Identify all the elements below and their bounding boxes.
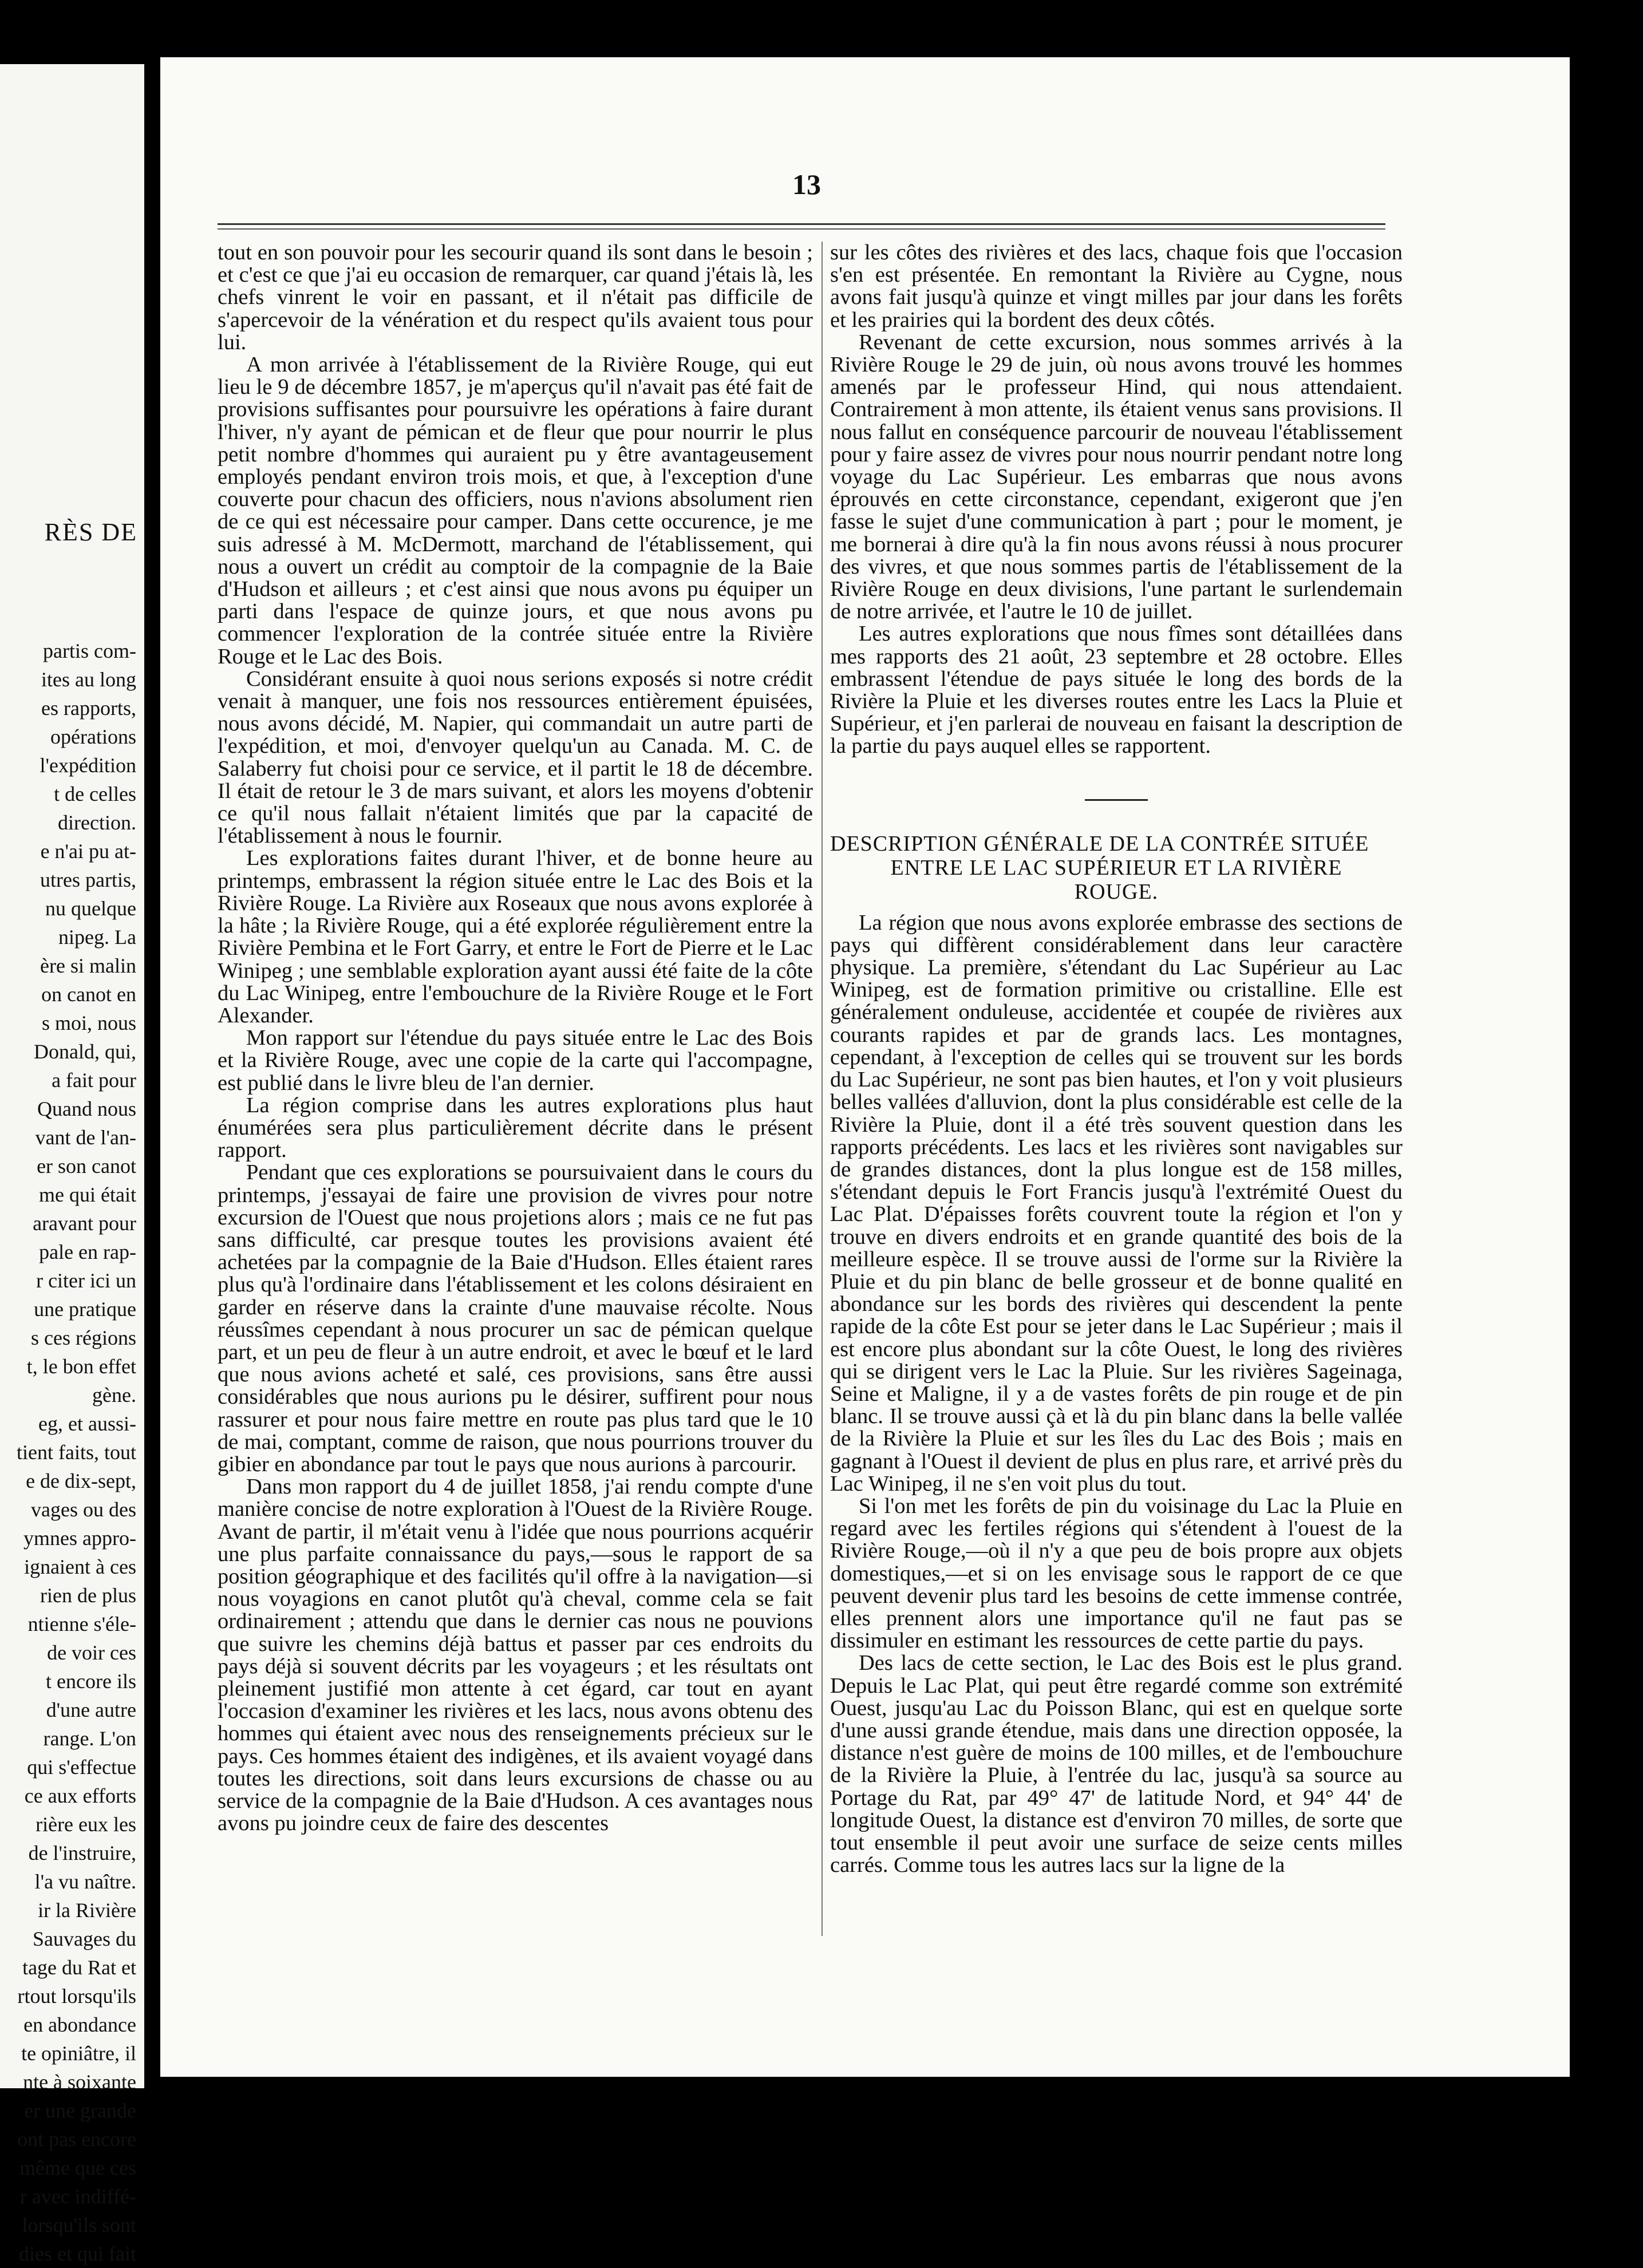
paragraph: La région comprise dans les autres explorations plus haut énumérées sera plus particulièrement décrite dans le présent rapport. bbox=[218, 1093, 813, 1163]
section-title-line: ENTRE LE LAC SUPÉRIEUR ET LA RIVIÈRE bbox=[890, 855, 1342, 880]
paragraph: Les autres explorations que nous fîmes sont détaillées dans mes rapports des 21 août, 23 septembre et 28 octobre. Elles embrassent l'étendue de pays située le long des bords de la Rivière la Pluie et les diverses routes entre les Lacs la Pluie et Supérieur, et j'en parlerai de nouveau en faisant la description de la partie du pays auquel elles se rapportent. bbox=[830, 622, 1403, 758]
header-rule bbox=[218, 223, 1385, 230]
text-line-fragment: même que ces bbox=[19, 2156, 136, 2179]
text-line-fragment: nu quelque bbox=[45, 897, 136, 920]
text-line-fragment: a fait pour bbox=[52, 1069, 136, 1092]
text-line-fragment: vages ou des bbox=[31, 1498, 136, 1521]
column-divider bbox=[822, 242, 823, 1936]
text-line-fragment: t encore ils bbox=[46, 1670, 136, 1693]
text-line-fragment: e de dix-sept, bbox=[26, 1469, 136, 1492]
section-title-line: ROUGE. bbox=[1074, 879, 1159, 904]
text-line-fragment: tient faits, tout bbox=[17, 1441, 136, 1464]
paragraph: Considérant ensuite à quoi nous serions exposés si notre crédit venait à manquer, une fois nos ressources entièrement épuisées, nous avons décidé, M. Napier, qui commandait un autre parti de l'expédition, et moi, d'envoyer quelqu'un au Canada. M. C. de Salaberry fut choisi pour ce service, et il partit le 18 de décembre. Il était de retour le 3 de mars suivant, et alors les moyens d'obtenir ce qu'il nous fallait n'étaient limités que par la capacité de l'établissement à nous le fournir. bbox=[218, 666, 813, 848]
text-line-fragment: aravant pour bbox=[33, 1212, 136, 1235]
previous-page-heading-fragment: RÈS DE bbox=[44, 518, 137, 546]
text-line-fragment: te opiniâtre, il bbox=[21, 2042, 136, 2065]
text-line-fragment: dies et qui fait bbox=[19, 2242, 136, 2265]
text-line-fragment: Sauvages du bbox=[33, 1927, 136, 1950]
paragraph: Les explorations faites durant l'hiver, et de bonne heure au printemps, embrassent la région située entre le Lac des Bois et la Rivière Rouge. La Rivière aux Roseaux que nous avons explorée à la hâte ; la Rivière Rouge, qui a été explorée régulièrement entre la Rivière Pembina et le Fort Garry, et entre le Fort de Pierre et le Lac Winipeg ; une semblable exploration ayant aussi été faite de la côte du Lac Winipeg, entre l'embouchure de la Rivière Rouge et le Fort Alexander. bbox=[218, 846, 813, 1028]
text-line-fragment: er une grande bbox=[24, 2099, 136, 2122]
text-line-fragment: es rapports, bbox=[41, 697, 136, 720]
paragraph: sur les côtes des rivières et des lacs, chaque fois que l'occasion s'en est présentée. En remontant la Rivière au Cygne, nous avons fait jusqu'à quinze et vingt milles par jour dans les forêts et les prairies qui la bordent des deux côtés. bbox=[830, 240, 1403, 332]
text-line-fragment: de voir ces bbox=[47, 1641, 136, 1664]
text-line-fragment: rtout lorsqu'ils bbox=[17, 1985, 136, 2008]
text-line-fragment: r citer ici un bbox=[36, 1269, 136, 1292]
page-number: 13 bbox=[792, 168, 821, 200]
text-line-fragment: s ces régions bbox=[31, 1326, 136, 1349]
text-line-fragment: ère si malin bbox=[40, 954, 136, 977]
text-line-fragment: range. L'on bbox=[43, 1727, 136, 1750]
paragraph: Revenant de cette excursion, nous sommes arrivés à la Rivière Rouge le 29 de juin, où nous avons trouvé les hommes amenés par le professeur Hind, qui nous attendaient. Contrairement à mon attente, ils étaient venus sans provisions. Il nous fallut en conséquence parcourir de nouveau l'établissement pour y faire assez de vivres pour nous nourrir pendant notre long voyage du Lac Supérieur. Les embarras que nous avons éprouvés en cette circonstance, cependant, exigeront que j'en fasse le sujet d'une communication à part ; pour le moment, je me bornerai à dire qu'à la fin nous avons réussi à nous procurer des vivres, et que nous sommes partis de l'établissement de la Rivière Rouge en deux divisions, l'une partant le surlendemain de notre arrivée, et l'autre le 10 de juillet. bbox=[830, 330, 1403, 624]
text-line-fragment: en abondance bbox=[23, 2013, 136, 2036]
text-line-fragment: tage du Rat et bbox=[22, 1956, 136, 1979]
text-line-fragment: e n'ai pu at- bbox=[40, 840, 136, 863]
text-line-fragment: rien de plus bbox=[40, 1584, 136, 1607]
paragraph: Des lacs de cette section, le Lac des Bois est le plus grand. Depuis le Lac Plat, qui peut être regardé comme son extrémité Ouest, jusqu'au Lac du Poisson Blanc, qui est en quelque sorte d'une aussi grande étendue, mais dans une direction opposée, la distance n'est guère de moins de 100 milles, et de l'embouchure de la Rivière la Pluie, à l'entrée du lac, jusqu'à sa source au Portage du Rat, par 49° 47' de latitude Nord, et 94° 44' de longitude Ouest, la distance est d'environ 70 milles, de sorte que tout ensemble il peut avoir une surface de seize cents milles carrés. Comme tous les autres lacs sur la ligne de la bbox=[830, 1651, 1403, 1878]
text-line-fragment: l'expédition bbox=[40, 754, 136, 777]
text-line-fragment: nte à soixante bbox=[23, 2071, 136, 2093]
text-line-fragment: utres partis, bbox=[40, 868, 136, 891]
text-line-fragment: on canot en bbox=[41, 983, 136, 1006]
text-line-fragment: Donald, qui, bbox=[34, 1040, 136, 1063]
text-line-fragment: ir la Rivière bbox=[38, 1899, 136, 1922]
text-line-fragment: ignaient à ces bbox=[24, 1555, 136, 1578]
text-line-fragment: ymnes appro- bbox=[23, 1527, 136, 1550]
text-line-fragment: ntienne s'éle- bbox=[27, 1613, 136, 1635]
section-separator bbox=[1085, 799, 1148, 801]
text-line-fragment: ont pas encore bbox=[17, 2128, 136, 2151]
text-line-fragment: gène. bbox=[92, 1384, 136, 1406]
text-line-fragment: eg, et aussi- bbox=[38, 1412, 136, 1435]
paragraph: Si l'on met les forêts de pin du voisinage du Lac la Pluie en regard avec les fertiles régions qui s'étendent à l'ouest de la Rivière Rouge,—où il n'y a que peu de bois propre aux objets domestiques,—et si on les envisage sous le rapport de ce que peuvent devenir plus tard les besoins de cette immense contrée, elles prennent alors une importance qu'il ne faut pas se dissimuler en estimant les ressources de cette partie du pays. bbox=[830, 1493, 1403, 1653]
text-line-fragment: er son canot bbox=[37, 1155, 136, 1178]
text-line-fragment: une pratique bbox=[34, 1298, 136, 1321]
section-title bbox=[830, 832, 1403, 904]
left-column bbox=[218, 242, 813, 2010]
text-line-fragment: Quand nous bbox=[37, 1097, 136, 1120]
text-line-fragment: d'une autre bbox=[46, 1698, 136, 1721]
section-title-line: DESCRIPTION GÉNÉRALE DE LA CONTRÉE SITUÉE bbox=[830, 831, 1369, 856]
page bbox=[160, 57, 1570, 2077]
right-column bbox=[830, 242, 1403, 2010]
paragraph: La région que nous avons explorée embrasse des sections de pays qui diffèrent considérablement dans leur caractère physique. La première, s'étendant du Lac Supérieur au Lac Winipeg, est de formation primitive ou cristalline. Elle est généralement onduleuse, accidentée et coupée de rivières aux courants rapides et par de grands lacs. Les montagnes, cependant, à l'exception de celles qui se trouvent sur les bords du Lac Supérieur, ne sont pas bien hautes, et l'on y voit plusieurs belles vallées d'alluvion, dont la plus considérable est celle de la Rivière la Pluie, dont il a été très souvent question dans les rapports précédents. Les lacs et les rivières sont navigables sur de grandes distances, dont la plus longue est de 158 milles, s'étendant depuis le Fort Francis jusqu'à l'extrémité Ouest du Lac Plat. D'épaisses forêts couvrent toute la région et l'on y trouve en divers endroits et en grande quantité des bois de la meilleure espèce. Il se trouve aussi de l'orme sur la Rivière la Pluie et du pin blanc de belle grosseur et de bonne qualité en abondance sur les bords des rivières qui descendent la pente rapide de la côte Est pour se jeter dans le Lac Supérieur ; mais il est encore plus abondant sur la côte Ouest, le long des rivières qui se dirigent vers le Lac la Pluie. Sur les rivières Sageinaga, Seine et Maligne, il y a de vastes forêts de pin rouge et de pin blanc. Il se trouve aussi çà et là du pin blanc dans la belle vallée de la Rivière la Pluie et sur les îles du Lac des Bois ; mais en gagnant à l'Ouest il devient de plus en plus rare, et arrivé près du Lac Winipeg, il ne s'en voit plus du tout. bbox=[830, 910, 1403, 1496]
text-line-fragment: direction. bbox=[58, 811, 136, 834]
text-line-fragment: de l'instruire, bbox=[28, 1842, 136, 1864]
previous-page-fragment bbox=[0, 64, 144, 2265]
text-line-fragment: me qui était bbox=[39, 1183, 136, 1206]
paragraph: Mon rapport sur l'étendue du pays située entre le Lac des Bois et la Rivière Rouge, avec une copie de la carte qui l'accompagne, est publié dans le livre bleu de l'an dernier. bbox=[218, 1026, 813, 1095]
text-line-fragment: opérations bbox=[50, 725, 136, 748]
text-line-fragment: ce aux efforts bbox=[24, 1784, 136, 1807]
text-line-fragment: t de celles bbox=[54, 783, 136, 805]
text-line-fragment: pale en rap- bbox=[39, 1240, 136, 1263]
text-line-fragment: partis com- bbox=[43, 639, 136, 662]
paragraph: Dans mon rapport du 4 de juillet 1858, j'ai rendu compte d'une manière concise de notre exploration à l'Ouest de la Rivière Rouge. Avant de partir, il m'était venu à l'idée que nous pourrions acquérir une plus parfaite connaissance du pays,—sous le rapport de sa position géographique et des facilités qu'il offre à la navigation—si nous voyagions en canot plutôt qu'à cheval, comme cela se fait ordinairement ; attendu que dans le dernier cas nous ne pouvions que suivre les chemins déjà battus et passer par ces endroits du pays déjà si souvent décrits par les voyageurs ; et les résultats ont pleinement justifié mon attente à cet égard, car tout en ayant l'occasion d'examiner les rivières et les lacs, nous avons obtenu des hommes qui étaient avec nous des renseignements précieux sur le pays. Ces hommes étaient des indigènes, et ils avaient voyagé dans toutes les directions, soit dans leurs excursions de chasse ou au service de la compagnie de la Baie d'Hudson. A ces avantages nous avons pu joindre ceux de faire des descentes bbox=[218, 1475, 813, 1836]
text-line-fragment: ites au long bbox=[41, 668, 136, 691]
previous-page-text-fragment bbox=[0, 637, 136, 2268]
paragraph: Pendant que ces explorations se poursuivaient dans le cours du printemps, j'essayai de faire une provision de vivres pour notre excursion de l'Ouest que nous projetions alors ; mais ce ne fut pas sans difficulté, car presque toutes les provisions avaient été achetées par la compagnie de la Baie d'Hudson. Elles étaient rares plus qu'à l'ordinaire dans l'établissement et les colons désiraient en garder en réserve dans la crainte d'une mauvaise récolte. Nous réussîmes cependant à nous procurer un sac de pémican quelque part, et un peu de fleur à un autre endroit, et avec le bœuf et le lard que nous avions acheté et salé, ces provisions, sans être aussi considérables que nous aurions pu le désirer, suffirent pour nous rassurer et pour nous faire mettre en route pas plus tard que le 10 de mai, comptant, comme de raison, que nous pourrions trouver du gibier en abondance par tout le pays que nous aurions à parcourir. bbox=[218, 1160, 813, 1476]
text-line-fragment: vant de l'an- bbox=[35, 1126, 136, 1149]
text-line-fragment: lorsqu'ils sont bbox=[22, 2214, 136, 2237]
text-line-fragment: qui s'effectue bbox=[27, 1756, 136, 1779]
text-line-fragment: l'a vu naître. bbox=[34, 1870, 136, 1893]
paragraph: A mon arrivée à l'établissement de la Rivière Rouge, qui eut lieu le 9 de décembre 1857, je m'aperçus qu'il n'avait pas été fait de provisions suffisantes pour poursuivre les opérations à faire durant l'hiver, n'y ayant de pémican et de fleur que pour nourrir le plus petit nombre d'hommes qui auraient pu y être avantageusement employés pendant environ trois mois, et que, à l'exception d'une couverte pour chacun des officiers, nous n'avions absolument rien de ce qui est nécessaire pour camper. Dans cette occurence, je me suis adressé à M. McDermott, marchand de l'établissement, qui nous a ouvert un crédit au comptoir de la compagnie de la Baie d'Hudson et ailleurs ; et c'est ainsi que nous avons pu équiper un parti dans l'espace de quinze jours, et que nous avons pu commencer l'exploration de la contrée située entre la Rivière Rouge et le Lac des Bois. bbox=[218, 353, 813, 669]
text-line-fragment: t, le bon effet bbox=[26, 1355, 136, 1378]
text-line-fragment: rière eux les bbox=[35, 1813, 136, 1836]
paragraph: tout en son pouvoir pour les secourir quand ils sont dans le besoin ; et c'est ce que j'ai eu occasion de remarquer, car quand j'étais là, les chefs vinrent le voir en passant, et il n'était pas difficile de s'apercevoir de la vénération et du respect qu'ils avaient tous pour lui. bbox=[218, 240, 813, 354]
text-line-fragment: nipeg. La bbox=[58, 926, 136, 949]
text-line-fragment: s moi, nous bbox=[41, 1011, 136, 1034]
text-line-fragment: r avec indiffé- bbox=[19, 2185, 136, 2208]
